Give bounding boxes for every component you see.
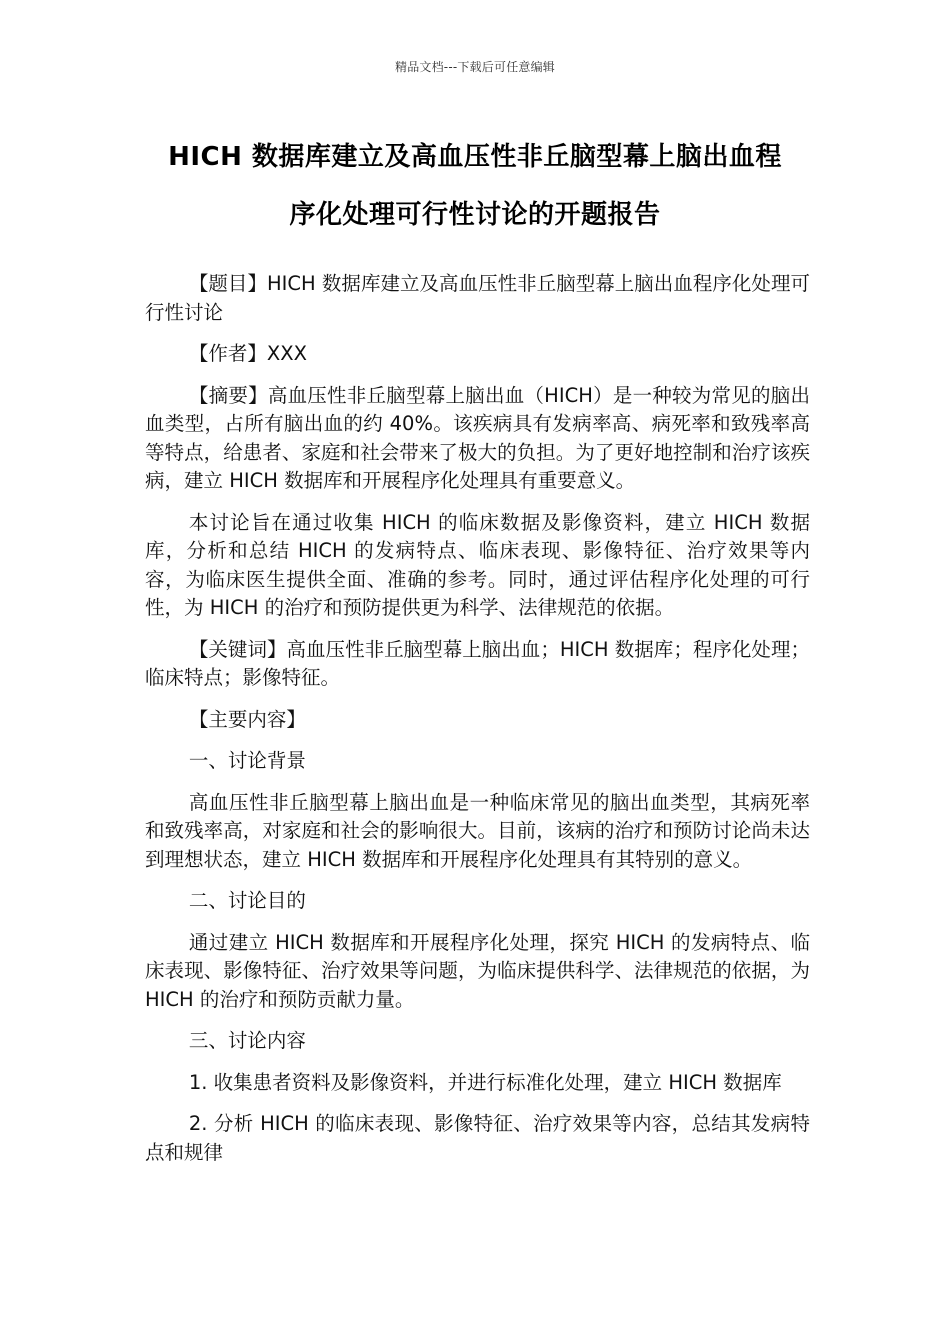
title-line-2: 序化处理可行性讨论的开题报告 — [289, 200, 661, 230]
section-2-heading: 二、讨论目的 — [188, 889, 306, 912]
abstract-paragraph: 【摘要】高血压性非丘脑型幕上脑出血（HICH）是一种较为常见的脑出血类型，占所有脑出血的约 40%。该疾病具有发病率高、病死率和致残率高等特点，给患者、家庭和社会带来了极大的负担。为了更好地控制和治疗该疾病，建立 HICH 数据库和开展程序化处理具有重要意义。 — [145, 383, 810, 492]
title-line-1: HICH 数据库建立及高血压性非丘脑型幕上脑出血程 — [168, 142, 782, 172]
main-content-heading: 【主要内容】 — [188, 707, 306, 731]
section-3-heading: 三、讨论内容 — [188, 1029, 306, 1052]
section-2-body: 通过建立 HICH 数据库和开展程序化处理，探究 HICH 的发病特点、临床表现、影像特征、治疗效果等问题，为临床提供科学、法律规范的依据，为 HICH 的治疗和预防贡献力量。 — [145, 930, 810, 1011]
document-body — [145, 270, 810, 1180]
section-1-body: 高血压性非丘脑型幕上脑出血是一种临床常见的脑出血类型，其病死率和致残率高，对家庭和社会的影响很大。目前，该病的治疗和预防讨论尚未达到理想状态，建立 HICH 数据库和开展程序化处理具有其特别的意义。 — [145, 790, 810, 871]
list-item-2: 2. 分析 HICH 的临床表现、影像特征、治疗效果等内容，总结其发病特点和规律 — [145, 1112, 810, 1164]
document-title — [100, 128, 850, 244]
header-note: 精品文档---下载后可任意编辑 — [395, 60, 555, 74]
topic-paragraph: 【题目】HICH 数据库建立及高血压性非丘脑型幕上脑出血程序化处理可行性讨论 — [145, 272, 810, 324]
keywords-paragraph: 【关键词】高血压性非丘脑型幕上脑出血；HICH 数据库；程序化处理；临床特点；影像特征。 — [145, 637, 810, 689]
purpose-paragraph: 本讨论旨在通过收集 HICH 的临床数据及影像资料，建立 HICH 数据库，分析和总结 HICH 的发病特点、临床表现、影像特征、治疗效果等内容，为临床医生提供全面、准确的参考。同时，通过评估程序化处理的可行性，为 HICH 的治疗和预防提供更为科学、法律规范的依据。 — [145, 510, 810, 619]
list-item-1: 1. 收集患者资料及影像资料，并进行标准化处理，建立 HICH 数据库 — [188, 1070, 782, 1094]
section-1-heading: 一、讨论背景 — [188, 749, 306, 772]
author-paragraph: 【作者】XXX — [188, 342, 307, 365]
